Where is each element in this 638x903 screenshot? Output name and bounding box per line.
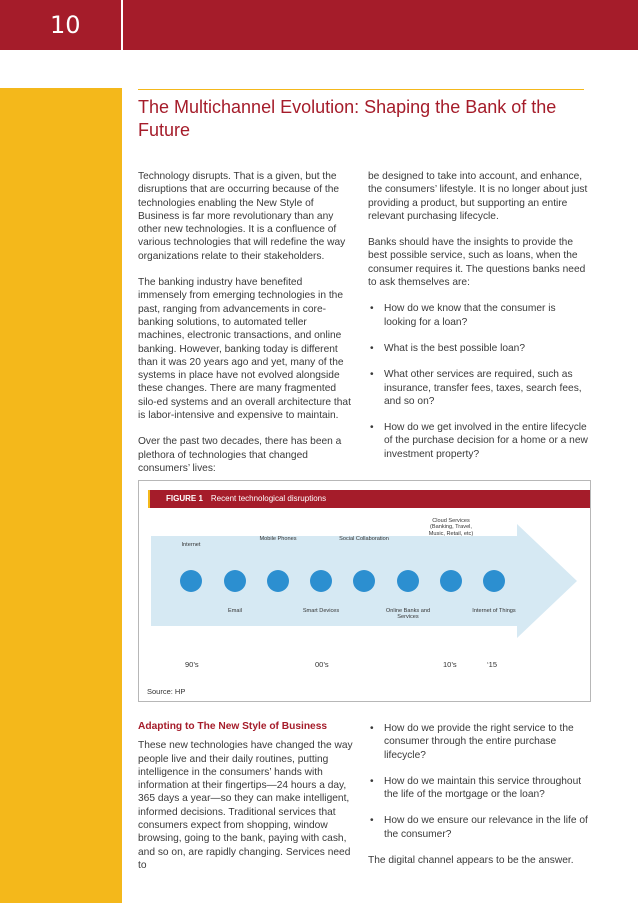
paragraph: be designed to take into account, and enhance, the consumers’ lifestyle. It is no longer about just providing a product, but supporting an entire relevant purchasing lifecycle. [368, 171, 588, 222]
year-label: ‘15 [487, 660, 498, 669]
year-label: 90’s [185, 660, 199, 669]
paragraph: These new technologies have changed the way people live and their daily routines, putting intelligence in the consumers’ hands with information at their fingertips—24 hours a day, 365 days a year—so they can make intelligent, informed decisions. Traditional services that consumers expect from shopping, window browsing, going to the bank, paying with cash, and so on, are rapidly changing. Services need to [138, 740, 353, 871]
paragraph: Banks should have the insights to provide the best possible service, such as loans, when the consumer requires it. The questions banks need to ask themselves are: [368, 237, 586, 289]
article-title: The Multichannel Evolution: Shaping the Bank of the Future [138, 97, 557, 140]
figure-technological-disruptions [138, 480, 591, 702]
timeline-graphic [139, 481, 592, 703]
right-column-top [368, 170, 590, 474]
year-label: 00’s [315, 660, 329, 669]
question-list [368, 722, 590, 841]
list-item: • How do we provide the right service to the consumer through the entire purchase lifecycle? [368, 722, 590, 762]
left-column-top [138, 170, 353, 488]
timeline-dot [353, 570, 375, 592]
year-label: 10’s [443, 660, 457, 669]
left-column-bottom [138, 720, 353, 885]
list-item: • How do we get involved in the entire lifecycle of the purchase decision for a home or a new investment property? [368, 421, 590, 461]
timeline-label-email: Email [228, 608, 242, 614]
timeline-dot [397, 570, 419, 592]
title-rule [138, 89, 584, 90]
list-item: • What other services are required, such as insurance, transfer fees, taxes, search fees, and so on? [368, 368, 590, 408]
right-column-bottom [368, 722, 590, 880]
question-list [368, 302, 590, 461]
paragraph: Over the past two decades, there has been a plethora of technologies that changed consumers’ lives: [138, 436, 342, 474]
timeline-label-internet: Internet [181, 542, 201, 548]
timeline-dot [440, 570, 462, 592]
paragraph: The banking industry have benefited immensely from emerging technologies in the past, ranging from advancements in core-banking solutions, to automated teller machines, electronic transactions, and online banking. However, banking today is different than it was 20 years ago and yet, many of the systems in place have not evolved alongside these changes. There are many fragmented silo-ed systems and an overall architecture that is labor-intensive and expensive to maintain. [138, 277, 351, 422]
timeline-dot [224, 570, 246, 592]
timeline-dot [267, 570, 289, 592]
timeline-label-internet-of-things: Internet of Things [472, 608, 516, 614]
paragraph: Technology disrupts. That is a given, but the disruptions that are occurring because of the technologies enabling the New Style of Business is far more revolutionary than any other new technologies. It is a confluence of various technologies that will redefine the way organizations relate to their stakeholders. [138, 171, 346, 262]
timeline-label-cloud-services: Cloud Services (Banking, Travel, Music, Retail, etc) [428, 518, 474, 537]
figure-label: FIGURE 1 [166, 494, 203, 503]
list-item: • How do we ensure our relevance in the life of the consumer? [368, 814, 590, 841]
timeline-dot [180, 570, 202, 592]
section-heading: Adapting to The New Style of Business [138, 721, 328, 732]
yellow-sidebar [0, 88, 122, 903]
timeline-label-social-collaboration: Social Collaboration [339, 536, 389, 542]
timeline-dot [310, 570, 332, 592]
list-item: • How do we maintain this service throughout the life of the mortgage or the loan? [368, 775, 590, 802]
timeline-label-smart-devices: Smart Devices [302, 608, 340, 614]
figure-header-accent [148, 490, 150, 508]
timeline-label-online-banks: Online Banks and Services [385, 608, 431, 621]
timeline-label-mobile-phones: Mobile Phones [259, 536, 297, 542]
figure-caption [166, 490, 326, 508]
closing-sentence: The digital channel appears to be the answer. [368, 855, 574, 867]
list-item: • What is the best possible loan? [368, 342, 590, 355]
list-item: • How do we know that the consumer is looking for a loan? [368, 302, 590, 329]
timeline-dot [483, 570, 505, 592]
page-number: 10 [50, 11, 81, 39]
figure-source: Source: HP [147, 687, 186, 696]
figure-title: Recent technological disruptions [210, 494, 327, 503]
header-divider [121, 0, 123, 50]
